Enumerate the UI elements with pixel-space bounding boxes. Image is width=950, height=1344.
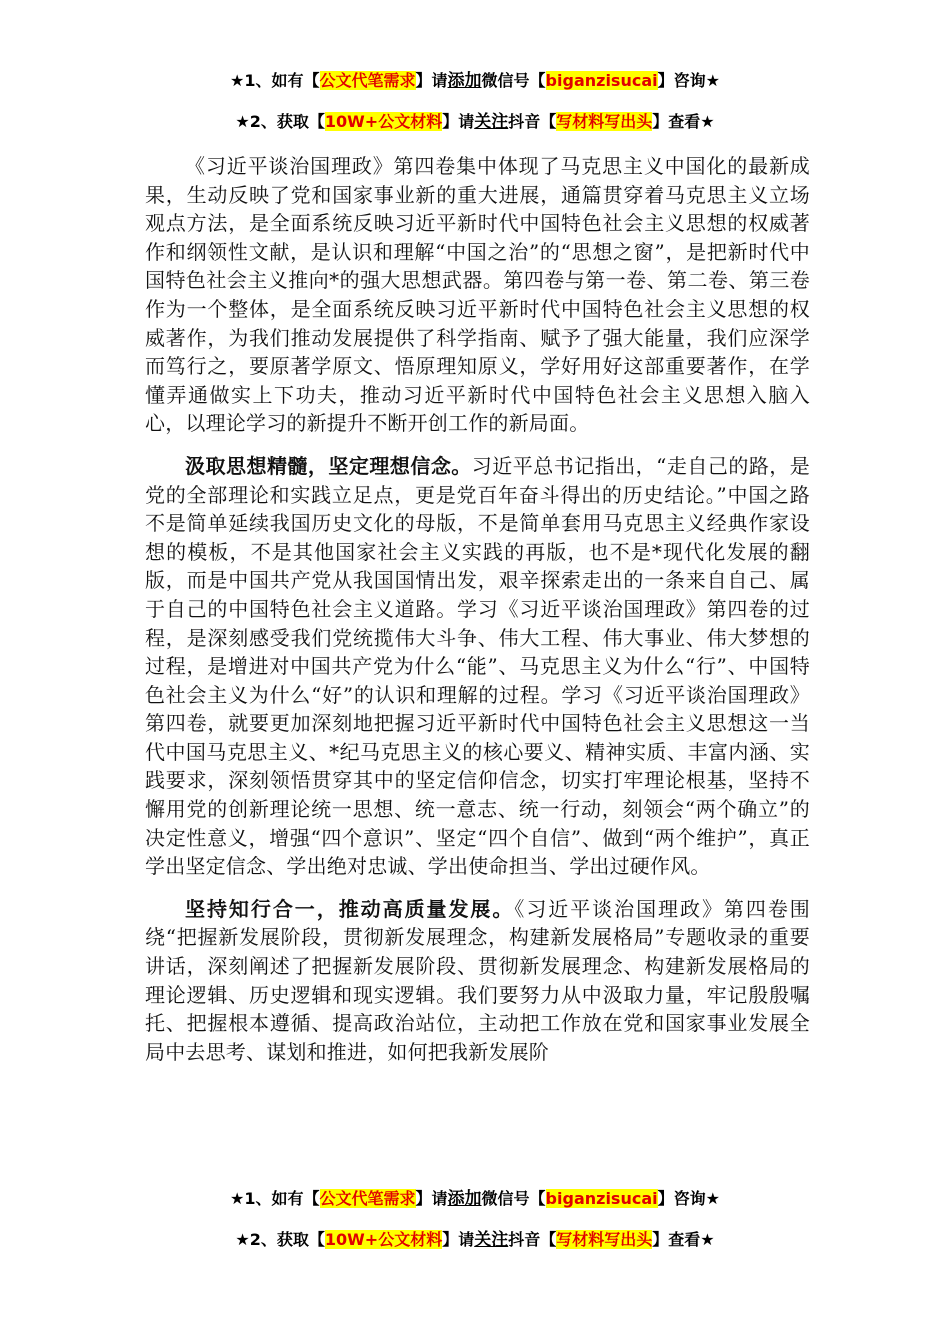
banner-text: ★1、如有【 — [230, 1189, 320, 1208]
banner-text: 】请 — [442, 112, 475, 131]
banner-text: 】查看★ — [652, 112, 715, 131]
banner-text: 】请 — [415, 71, 448, 90]
highlight-wechat-id: biganzisucai — [545, 71, 658, 90]
banner-text: ★1、如有【 — [230, 71, 320, 90]
highlight-douyin: 写材料写出头 — [556, 1230, 653, 1249]
paragraph-text: 《习近平谈治国理政》第四卷围绕“把握新发展阶段，贯彻新发展理念，构建新发展格局”专题收录的重要讲话，深刻阐述了把握新发展阶段、贯彻新发展理念、构建新发展格局的理论逻辑、历史逻辑和现实逻辑。我们要努力从中汲取力量，牢记殷殷嘱托、把握根本遵循、提高政治站位，主动把工作放在党和国家事业发展全局中去思考、谋划和推进，如何把我新发展阶 — [145, 896, 810, 1064]
underline-follow: 关注 — [474, 1230, 509, 1250]
paragraph-text: 习近平总书记指出，“走自己的路，是党的全部理论和实践立足点，更是党百年奋斗得出的历史结论。”中国之路不是简单延续我国历史文化的母版，不是简单套用马克思主义经典作家设想的模板，不是其他国家社会主义实践的再版，也不是*现代化发展的翻版，而是中国共产党从我国国情出发，艰辛探索走出的一条来自自己、属于自己的中国特色社会主义道路。学习《习近平谈治国理政》第四卷的过程，是深刻感受我们党统揽伟大斗争、伟大工程、伟大事业、伟大梦想的过程，是增进对中国共产党为什么“能”、马克思主义为什么“行”、中国特色社会主义为什么“好”的认识和理解的过程。学习《习近平谈治国理政》第四卷，就要更加深刻地把握习近平新时代中国特色社会主义思想这一当代中国马克思主义、*纪马克思主义的核心要义、精神实质、丰富内涵、实践要求，深刻领悟贯穿其中的坚定信仰信念，切实打牢理论根基，坚持不懈用党的创新理论统一思想、统一意志、统一行动，刻领会“两个确立”的决定性意义，增强“四个意识”、坚定“四个自信”、做到“两个维护”，真正学出坚定信念、学出绝对忠诚、学出使命担当、学出过硬作风。 — [145, 453, 810, 879]
promo-banner-top-line1 — [0, 70, 950, 92]
paragraph-lead: 汲取思想精髓，坚定理想信念。 — [185, 453, 472, 478]
banner-text: ★2、获取【 — [235, 1230, 325, 1249]
highlight-ghostwriting: 公文代笔需求 — [319, 1189, 416, 1208]
paragraph-3 — [145, 895, 810, 1067]
promo-banner-bottom-line1 — [0, 1188, 950, 1210]
banner-text: 微信号【 — [481, 71, 546, 90]
highlight-materials: 10W+公文材料 — [324, 112, 443, 131]
banner-text: 】查看★ — [652, 1230, 715, 1249]
document-body — [145, 152, 810, 1080]
banner-text: 】咨询★ — [657, 1189, 720, 1208]
banner-text: ★2、获取【 — [235, 112, 325, 131]
highlight-ghostwriting: 公文代笔需求 — [319, 71, 416, 90]
paragraph-text: 《习近平谈治国理政》第四卷集中体现了马克思主义中国化的最新成果，生动反映了党和国家事业新的重大进展，通篇贯穿着马克思主义立场观点方法，是全面系统反映习近平新时代中国特色社会主义思想的权威著作和纲领性文献，是认识和理解“中国之治”的“思想之窗”，是把新时代中国特色社会主义推向*的强大思想武器。第四卷与第一卷、第二卷、第三卷作为一个整体，是全面系统反映习近平新时代中国特色社会主义思想的权威著作，为我们推动发展提供了科学指南、赋予了强大能量，我们应深学而笃行之，要原著学原文、悟原理知原义，学好用好这部重要著作，在学懂弄通做实上下功夫，推动习近平新时代中国特色社会主义思想入脑入心，以理论学习的新提升不断开创工作的新局面。 — [145, 154, 810, 436]
highlight-wechat-id: biganzisucai — [545, 1189, 658, 1208]
promo-banner-top-line2 — [0, 111, 950, 133]
underline-follow: 关注 — [474, 112, 509, 132]
paragraph-2 — [145, 452, 810, 881]
underline-add: 添加 — [447, 1189, 482, 1209]
banner-text: 】咨询★ — [657, 71, 720, 90]
highlight-materials: 10W+公文材料 — [324, 1230, 443, 1249]
paragraph-1 — [145, 152, 810, 438]
banner-text: 】请 — [442, 1230, 475, 1249]
paragraph-lead: 坚持知行合一，推动高质量发展。 — [185, 896, 515, 921]
banner-text: 抖音【 — [508, 112, 557, 131]
underline-add: 添加 — [447, 71, 482, 91]
promo-banner-bottom-line2 — [0, 1229, 950, 1251]
banner-text: 抖音【 — [508, 1230, 557, 1249]
highlight-douyin: 写材料写出头 — [556, 112, 653, 131]
banner-text: 微信号【 — [481, 1189, 546, 1208]
banner-text: 】请 — [415, 1189, 448, 1208]
